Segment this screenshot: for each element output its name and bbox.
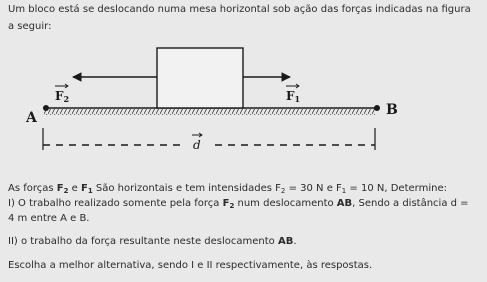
f2-label: F2 <box>55 89 70 104</box>
point-a-label: A <box>26 110 37 126</box>
instruction-footer: Escolha a melhor alternativa, sendo I e II respectivamente, às respostas. <box>8 260 373 271</box>
question-line-1: Um bloco está se deslocando numa mesa horizontal sob ação das forças indicadas na figura <box>8 4 471 15</box>
point-b-label: B <box>386 102 398 118</box>
question-ii: II) o trabalho da força resultante neste deslocamento AB. <box>8 236 297 247</box>
question-line-2: a seguir: <box>8 21 52 32</box>
statement-line: As forças $F_2$ e $F_1$ São horizontais e tem intensidades $F_2 = 30$ N e $F_1 = 10$ N, Determine: <box>8 183 447 195</box>
question-i-line-2: 4 m entre A e B. <box>8 213 90 224</box>
point-a-marker <box>43 105 49 111</box>
point-b-marker <box>374 105 380 111</box>
distance-label: d <box>193 138 201 152</box>
question-i-line-1: I) O trabalho realizado somente pela força $F_2$ num deslocamento AB, Sendo a distância d = <box>8 198 469 210</box>
block <box>157 48 243 108</box>
f1-label: F1 <box>286 89 301 104</box>
table-hatching <box>43 109 375 115</box>
